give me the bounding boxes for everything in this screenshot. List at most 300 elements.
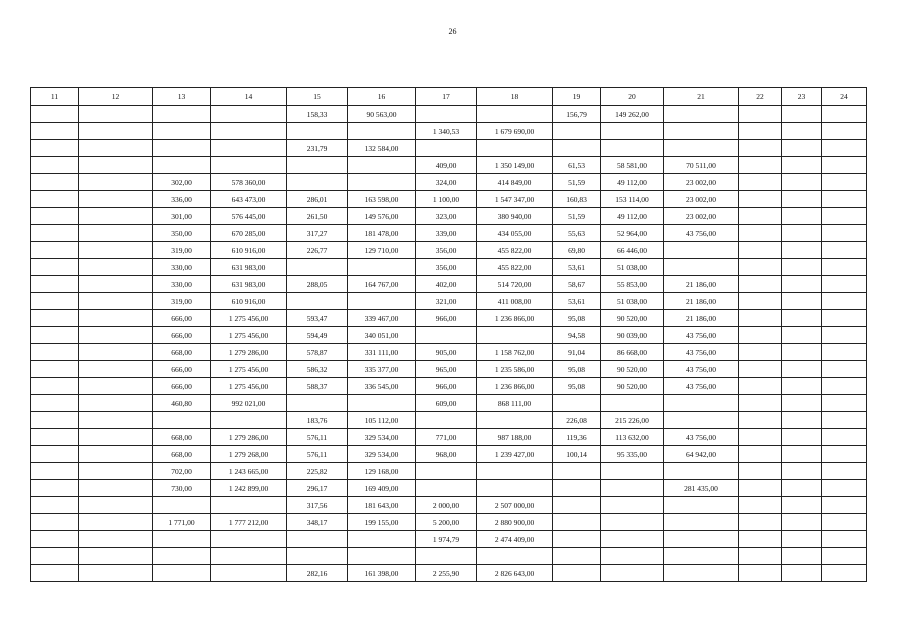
table-cell	[79, 514, 153, 531]
table-cell: 1 275 456,00	[211, 310, 287, 327]
table-cell: 868 111,00	[477, 395, 553, 412]
table-cell	[822, 429, 867, 446]
table-cell	[739, 123, 782, 140]
table-cell: 94,58	[553, 327, 601, 344]
table-cell	[348, 123, 416, 140]
table-cell: 164 767,00	[348, 276, 416, 293]
table-cell: 966,00	[416, 378, 477, 395]
column-header: 21	[664, 88, 739, 106]
table-cell	[739, 157, 782, 174]
table-cell	[664, 123, 739, 140]
table-cell: 215 226,00	[601, 412, 664, 429]
table-cell	[782, 412, 822, 429]
table-cell	[79, 259, 153, 276]
table-cell: 51,59	[553, 174, 601, 191]
table-cell	[822, 191, 867, 208]
table-cell	[822, 310, 867, 327]
table-cell: 340 051,00	[348, 327, 416, 344]
table-row	[31, 259, 867, 276]
table-cell	[739, 225, 782, 242]
table-cell	[79, 242, 153, 259]
table-cell: 576 445,00	[211, 208, 287, 225]
table-cell	[739, 531, 782, 548]
table-cell	[553, 531, 601, 548]
table-cell: 594,49	[287, 327, 348, 344]
table-cell	[739, 565, 782, 582]
table-cell	[211, 565, 287, 582]
table-cell: 53,61	[553, 259, 601, 276]
table-cell	[211, 497, 287, 514]
table-cell	[601, 463, 664, 480]
table-cell	[348, 157, 416, 174]
table-cell: 58 581,00	[601, 157, 664, 174]
table-cell: 132 584,00	[348, 140, 416, 157]
table-cell: 1 100,00	[416, 191, 477, 208]
table-cell	[822, 361, 867, 378]
table-cell: 226,77	[287, 242, 348, 259]
table-cell: 43 756,00	[664, 225, 739, 242]
table-cell: 966,00	[416, 310, 477, 327]
table-cell: 336,00	[153, 191, 211, 208]
table-cell	[31, 106, 79, 123]
table-cell	[31, 429, 79, 446]
table-cell	[822, 514, 867, 531]
table-cell: 1 239 427,00	[477, 446, 553, 463]
table-cell	[601, 565, 664, 582]
table-cell	[79, 463, 153, 480]
table-row	[31, 412, 867, 429]
table-cell: 49 112,00	[601, 174, 664, 191]
table-cell: 323,00	[416, 208, 477, 225]
table-cell	[79, 106, 153, 123]
table-cell	[79, 548, 153, 565]
table-cell	[79, 327, 153, 344]
table-cell	[601, 514, 664, 531]
table-cell	[664, 497, 739, 514]
column-header: 17	[416, 88, 477, 106]
table-cell: 100,14	[553, 446, 601, 463]
table-cell	[782, 327, 822, 344]
table-cell: 2 826 643,00	[477, 565, 553, 582]
table-cell: 1 547 347,00	[477, 191, 553, 208]
table-cell: 965,00	[416, 361, 477, 378]
column-header: 23	[782, 88, 822, 106]
table-cell	[739, 242, 782, 259]
table-cell: 156,79	[553, 106, 601, 123]
table-cell: 610 916,00	[211, 293, 287, 310]
table-cell	[287, 395, 348, 412]
table-cell: 2 880 900,00	[477, 514, 553, 531]
table-cell: 329 534,00	[348, 429, 416, 446]
table-row	[31, 463, 867, 480]
table-cell	[79, 293, 153, 310]
table-cell: 414 849,00	[477, 174, 553, 191]
table-cell	[664, 531, 739, 548]
table-row	[31, 225, 867, 242]
table-cell: 129 168,00	[348, 463, 416, 480]
table-cell: 183,76	[287, 412, 348, 429]
table-cell: 771,00	[416, 429, 477, 446]
table-cell	[477, 327, 553, 344]
table-cell: 55 853,00	[601, 276, 664, 293]
table-row	[31, 531, 867, 548]
table-cell	[287, 259, 348, 276]
table-cell: 434 055,00	[477, 225, 553, 242]
table-cell	[782, 123, 822, 140]
table-cell: 53,61	[553, 293, 601, 310]
table-cell	[79, 395, 153, 412]
table-cell	[822, 412, 867, 429]
column-header: 19	[553, 88, 601, 106]
table-row	[31, 514, 867, 531]
table-cell: 631 983,00	[211, 259, 287, 276]
table-cell	[211, 548, 287, 565]
table-row	[31, 191, 867, 208]
table-cell: 286,01	[287, 191, 348, 208]
table-cell: 21 186,00	[664, 276, 739, 293]
table-row	[31, 361, 867, 378]
table-cell: 666,00	[153, 327, 211, 344]
table-cell: 58,67	[553, 276, 601, 293]
table-cell: 90 520,00	[601, 361, 664, 378]
table-cell	[31, 276, 79, 293]
column-header: 11	[31, 88, 79, 106]
table-cell	[153, 123, 211, 140]
table-cell	[79, 157, 153, 174]
table-cell	[79, 344, 153, 361]
table-cell	[782, 293, 822, 310]
table-cell: 66 446,00	[601, 242, 664, 259]
table-cell	[79, 123, 153, 140]
table-cell	[782, 157, 822, 174]
table-cell	[79, 191, 153, 208]
table-cell: 356,00	[416, 242, 477, 259]
table-cell	[822, 293, 867, 310]
table-cell	[79, 378, 153, 395]
table-cell	[782, 548, 822, 565]
table-cell	[739, 412, 782, 429]
column-header: 20	[601, 88, 664, 106]
table-cell	[739, 429, 782, 446]
table-cell: 702,00	[153, 463, 211, 480]
table-cell: 51,59	[553, 208, 601, 225]
table-cell: 149 576,00	[348, 208, 416, 225]
table-cell	[31, 344, 79, 361]
table-cell	[31, 361, 79, 378]
table-cell	[79, 531, 153, 548]
column-header: 15	[287, 88, 348, 106]
table-cell	[416, 463, 477, 480]
table-cell: 330,00	[153, 259, 211, 276]
table-cell	[664, 259, 739, 276]
table-cell: 348,17	[287, 514, 348, 531]
table-row	[31, 480, 867, 497]
table-cell	[211, 123, 287, 140]
table-cell: 169 409,00	[348, 480, 416, 497]
table-row	[31, 327, 867, 344]
table-row	[31, 293, 867, 310]
table-cell	[822, 378, 867, 395]
table-cell	[416, 480, 477, 497]
table-cell	[31, 378, 79, 395]
table-cell	[822, 395, 867, 412]
table-cell: 2 474 409,00	[477, 531, 553, 548]
table-cell: 51 038,00	[601, 293, 664, 310]
table-cell: 324,00	[416, 174, 477, 191]
table-cell: 23 002,00	[664, 174, 739, 191]
table-cell: 43 756,00	[664, 361, 739, 378]
table-cell	[822, 463, 867, 480]
table-cell: 1 158 762,00	[477, 344, 553, 361]
table-cell: 336 545,00	[348, 378, 416, 395]
table-cell: 64 942,00	[664, 446, 739, 463]
table-cell	[416, 106, 477, 123]
table-cell: 670 285,00	[211, 225, 287, 242]
table-row	[31, 548, 867, 565]
table-cell	[782, 276, 822, 293]
table-cell	[822, 276, 867, 293]
table-cell	[782, 106, 822, 123]
table-cell	[31, 565, 79, 582]
table-cell: 666,00	[153, 310, 211, 327]
table-cell: 335 377,00	[348, 361, 416, 378]
table-cell: 1 275 456,00	[211, 327, 287, 344]
column-header: 16	[348, 88, 416, 106]
table-cell	[739, 395, 782, 412]
table-cell	[822, 327, 867, 344]
table-cell: 2 507 000,00	[477, 497, 553, 514]
table-cell: 55,63	[553, 225, 601, 242]
table-row	[31, 378, 867, 395]
table-row	[31, 123, 867, 140]
table-cell: 90 520,00	[601, 378, 664, 395]
table-cell	[211, 106, 287, 123]
table-cell	[782, 480, 822, 497]
table-cell: 668,00	[153, 429, 211, 446]
table-cell	[79, 429, 153, 446]
table-cell	[782, 361, 822, 378]
table-cell	[782, 429, 822, 446]
table-cell: 86 668,00	[601, 344, 664, 361]
table-cell	[782, 140, 822, 157]
table-cell	[601, 497, 664, 514]
table-cell	[822, 531, 867, 548]
table-cell	[153, 531, 211, 548]
table-cell	[287, 548, 348, 565]
table-row	[31, 157, 867, 174]
table-cell: 70 511,00	[664, 157, 739, 174]
table-cell: 455 822,00	[477, 259, 553, 276]
table-cell: 356,00	[416, 259, 477, 276]
table-cell: 181 643,00	[348, 497, 416, 514]
table-cell	[31, 225, 79, 242]
table-cell: 225,82	[287, 463, 348, 480]
table-cell: 631 983,00	[211, 276, 287, 293]
table-cell	[31, 157, 79, 174]
table-cell	[477, 463, 553, 480]
table-cell	[348, 259, 416, 276]
table-cell: 1 679 690,00	[477, 123, 553, 140]
table-cell: 226,08	[553, 412, 601, 429]
table-cell	[31, 174, 79, 191]
table-cell	[782, 259, 822, 276]
table-cell	[31, 514, 79, 531]
table-cell	[822, 140, 867, 157]
table-cell	[477, 140, 553, 157]
table-row	[31, 395, 867, 412]
table-cell: 23 002,00	[664, 191, 739, 208]
table-cell: 95 335,00	[601, 446, 664, 463]
table-cell: 160,83	[553, 191, 601, 208]
table-cell: 21 186,00	[664, 310, 739, 327]
table-cell	[153, 140, 211, 157]
table-cell: 302,00	[153, 174, 211, 191]
table-cell: 1 235 586,00	[477, 361, 553, 378]
table-cell: 1 771,00	[153, 514, 211, 531]
table-cell	[782, 565, 822, 582]
table-row	[31, 242, 867, 259]
table-row	[31, 497, 867, 514]
table-cell: 578 360,00	[211, 174, 287, 191]
table-cell: 1 236 866,00	[477, 310, 553, 327]
table-cell: 319,00	[153, 242, 211, 259]
table-cell: 610 916,00	[211, 242, 287, 259]
table-cell: 609,00	[416, 395, 477, 412]
table-cell: 666,00	[153, 378, 211, 395]
table-cell	[211, 140, 287, 157]
page-number: 26	[448, 27, 457, 36]
table-cell	[477, 106, 553, 123]
table-cell	[664, 565, 739, 582]
table-cell	[477, 548, 553, 565]
table-cell	[822, 157, 867, 174]
table-cell	[31, 480, 79, 497]
table-cell	[822, 208, 867, 225]
table-cell	[79, 208, 153, 225]
table-cell	[31, 242, 79, 259]
table-cell	[782, 174, 822, 191]
table-cell	[31, 191, 79, 208]
table-cell	[739, 446, 782, 463]
table-cell	[79, 276, 153, 293]
table-cell: 987 188,00	[477, 429, 553, 446]
table-cell	[79, 140, 153, 157]
table-cell: 43 756,00	[664, 429, 739, 446]
table-cell	[153, 548, 211, 565]
table-cell	[782, 463, 822, 480]
table-cell: 90 039,00	[601, 327, 664, 344]
table-cell: 301,00	[153, 208, 211, 225]
table-cell	[739, 140, 782, 157]
table-cell	[822, 242, 867, 259]
table-cell	[553, 565, 601, 582]
table-cell	[416, 412, 477, 429]
column-header: 14	[211, 88, 287, 106]
table-cell: 51 038,00	[601, 259, 664, 276]
table-cell	[31, 548, 79, 565]
table-cell	[739, 361, 782, 378]
table-cell	[211, 412, 287, 429]
table-cell	[739, 548, 782, 565]
table-cell	[782, 514, 822, 531]
table-cell	[664, 463, 739, 480]
table-cell	[739, 327, 782, 344]
table-cell	[739, 480, 782, 497]
table-cell	[782, 191, 822, 208]
table-cell	[664, 548, 739, 565]
table-cell	[79, 225, 153, 242]
table-cell: 339,00	[416, 225, 477, 242]
table-cell	[553, 123, 601, 140]
table-cell: 331 111,00	[348, 344, 416, 361]
table-cell	[664, 140, 739, 157]
table-cell	[211, 531, 287, 548]
table-cell	[348, 174, 416, 191]
table-cell	[31, 497, 79, 514]
table-cell	[739, 310, 782, 327]
table-cell: 43 756,00	[664, 327, 739, 344]
table-cell: 161 398,00	[348, 565, 416, 582]
table-cell: 730,00	[153, 480, 211, 497]
table-cell: 586,32	[287, 361, 348, 378]
table-cell: 43 756,00	[664, 344, 739, 361]
table-cell	[31, 310, 79, 327]
table-cell: 668,00	[153, 344, 211, 361]
table-cell	[739, 497, 782, 514]
table-row	[31, 344, 867, 361]
table-cell	[782, 446, 822, 463]
table-cell	[822, 259, 867, 276]
table-cell: 968,00	[416, 446, 477, 463]
table-cell	[822, 565, 867, 582]
table-cell: 1 340,53	[416, 123, 477, 140]
table-cell	[287, 157, 348, 174]
table-cell: 576,11	[287, 446, 348, 463]
table-cell	[287, 123, 348, 140]
table-cell: 319,00	[153, 293, 211, 310]
table-cell: 905,00	[416, 344, 477, 361]
table-cell	[822, 480, 867, 497]
table-body	[31, 106, 867, 582]
table-cell: 339 467,00	[348, 310, 416, 327]
table-cell	[782, 208, 822, 225]
table-cell: 321,00	[416, 293, 477, 310]
table-cell	[31, 531, 79, 548]
table-cell	[79, 174, 153, 191]
table-cell	[287, 531, 348, 548]
table-cell	[601, 123, 664, 140]
table-cell	[553, 548, 601, 565]
table-cell	[153, 106, 211, 123]
table-cell: 402,00	[416, 276, 477, 293]
table-cell: 1 279 268,00	[211, 446, 287, 463]
table-cell: 2 255,90	[416, 565, 477, 582]
table-cell: 593,47	[287, 310, 348, 327]
table-cell	[822, 174, 867, 191]
table-cell	[153, 157, 211, 174]
table-cell: 1 350 149,00	[477, 157, 553, 174]
table-cell	[79, 446, 153, 463]
table-cell: 460,80	[153, 395, 211, 412]
table-cell	[739, 293, 782, 310]
table-cell	[739, 276, 782, 293]
table-cell: 23 002,00	[664, 208, 739, 225]
table-cell	[287, 293, 348, 310]
table-cell	[739, 208, 782, 225]
table-cell	[664, 106, 739, 123]
table-cell	[739, 514, 782, 531]
table-cell: 90 563,00	[348, 106, 416, 123]
